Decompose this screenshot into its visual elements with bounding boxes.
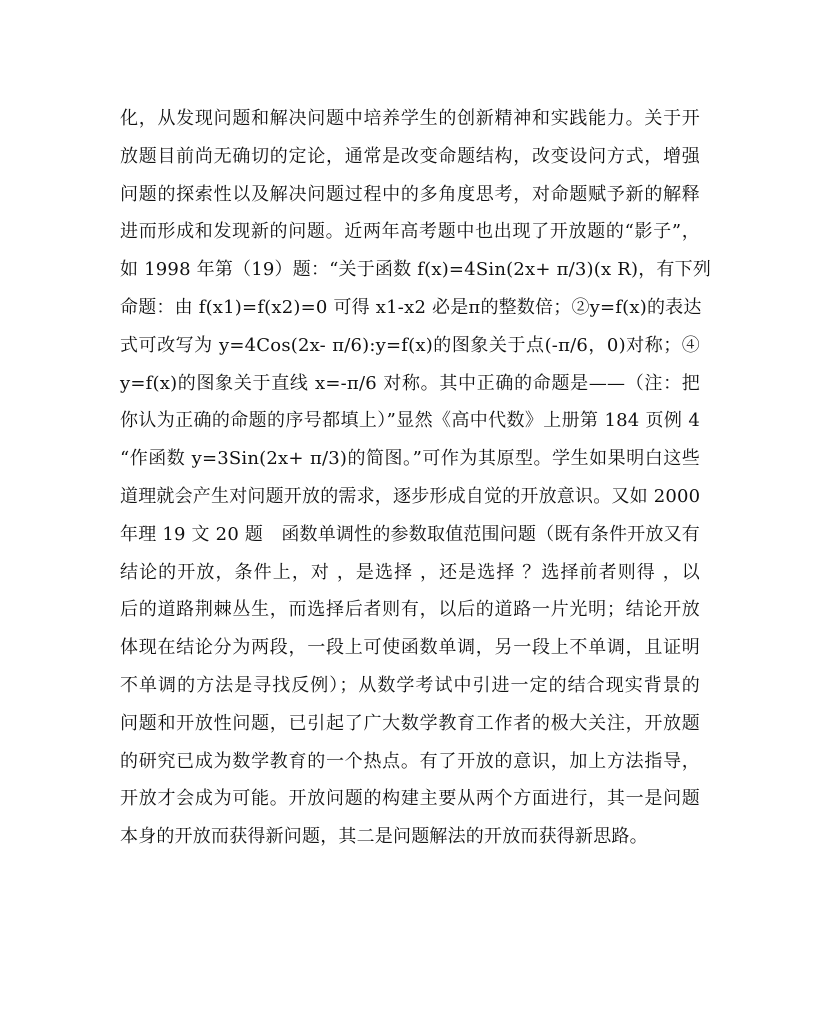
text-line-7: 式可改写为 y=4Cos(2x- π/6):y=f(x)的图象关于点(-π/6，0)对称；④ (120, 334, 700, 356)
text-line-13: 结论的开放，条件上，对 ，是选择 ，还是选择 ？选择前者则得 ，以 (120, 561, 700, 583)
text-line-17: 问题和开放性问题，已引起了广大数学教育工作者的极大关注，开放题 (120, 712, 700, 734)
text-line-15: 体现在结论分为两段，一段上可使函数单调，另一段上不单调，且证明 (120, 637, 700, 659)
text-line-10: “作函数 y=3Sin(2x+ π/3)的简图。”可作为其原型。学生如果明白这些 (120, 448, 700, 470)
text-line-18: 的研究已成为数学教育的一个热点。有了开放的意识，加上方法指导， (120, 750, 700, 772)
text-line-11: 道理就会产生对问题开放的需求，逐步形成自觉的开放意识。又如 2000 (120, 485, 701, 507)
text-line-3: 问题的探索性以及解决问题过程中的多角度思考，对命题赋予新的解释 (120, 183, 700, 205)
text-line-4: 进而形成和发现新的问题。近两年高考题中也出现了开放题的“影子”， (120, 221, 700, 243)
text-line-1: 化，从发现问题和解决问题中培养学生的创新精神和实践能力。关于开 (120, 108, 700, 129)
body-text (120, 100, 712, 856)
text-line-12: 年理 19 文 20 题 函数单调性的参数取值范围问题（既有条件开放又有 (120, 523, 700, 545)
text-line-6: 命题：由 f(x1)=f(x2)=0 可得 x1-x2 必是π的整数倍；②y=f(x)的表达 (120, 296, 702, 318)
text-line-8: y=f(x)的图象关于直线 x=-π/6 对称。其中正确的命题是——（注：把 (120, 372, 700, 394)
text-line-16: 不单调的方法是寻找反例）；从数学考试中引进一定的结合现实背景的 (120, 674, 700, 696)
text-line-14: 后的道路荆棘丛生，而选择后者则有，以后的道路一片光明；结论开放 (120, 599, 700, 621)
text-line-2: 放题目前尚无确切的定论，通常是改变命题结构，改变设问方式，增强 (120, 145, 700, 167)
text-line-5: 如 1998 年第（19）题：“关于函数 f(x)=4Sin(2x+ π/3)(x R)，有下列 (120, 259, 712, 281)
text-line-9: 你认为正确的命题的序号都填上）”显然《高中代数》上册第 184 页例 4 (120, 410, 700, 432)
text-line-20: 本身的开放而获得新问题，其二是问题解法的开放而获得新思路。 (120, 826, 648, 848)
text-line-19: 开放才会成为可能。开放问题的构建主要从两个方面进行，其一是问题 (120, 788, 700, 810)
